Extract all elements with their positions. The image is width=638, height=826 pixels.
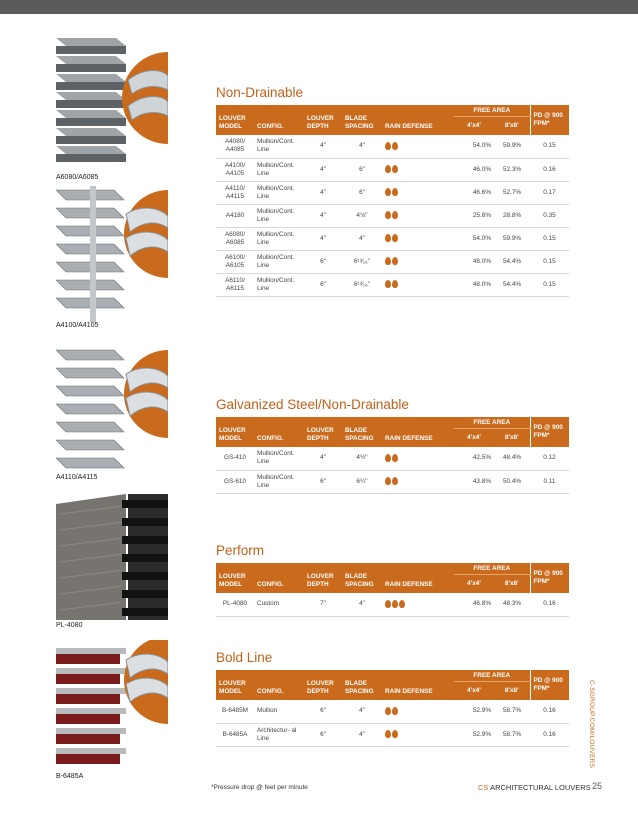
rain-drop-icon: [385, 257, 391, 265]
cell-rain-defense: [382, 250, 454, 273]
table-row: [216, 250, 569, 273]
cell-free-area-8x8: 54.4%: [494, 273, 530, 296]
product-image-a4100: [56, 186, 168, 322]
cell-model: A4110/ A4115: [216, 181, 254, 204]
header-pd: PD @ 900 FPM*: [530, 105, 569, 135]
cell-spacing: 6": [342, 181, 382, 204]
header-free-area: FREE AREA: [454, 105, 530, 117]
rain-drop-icon: [392, 280, 398, 288]
table-row: [216, 593, 569, 616]
header-louver-depth: LOUVER DEPTH: [304, 417, 342, 447]
header-free-area: FREE AREA: [454, 563, 530, 575]
cell-rain-defense: [382, 181, 454, 204]
cell-free-area-4x4: 52.9%: [454, 723, 494, 746]
rain-drop-icon: [392, 165, 398, 173]
brand-footer: [478, 783, 591, 792]
cell-spacing: 6¹³⁄₁₆": [342, 250, 382, 273]
header-rain-defense: RAIN DEFENSE: [382, 670, 454, 700]
header-blade-spacing: BLADE SPACING: [342, 417, 382, 447]
rain-drop-icon: [385, 477, 391, 485]
header-area-8x8: 8'x8': [494, 429, 530, 448]
cell-depth: 4": [304, 135, 342, 158]
side-url: [586, 680, 596, 790]
table-row: [216, 158, 569, 181]
cell-pd: 0.16: [530, 700, 569, 723]
rain-drop-icon: [399, 600, 405, 608]
brand-cs: CS: [478, 783, 489, 792]
cell-free-area-8x8: 54.4%: [494, 250, 530, 273]
cell-free-area-4x4: 52.9%: [454, 700, 494, 723]
cell-pd: 0.15: [530, 227, 569, 250]
spec-table: [216, 417, 569, 494]
header-free-area: FREE AREA: [454, 670, 530, 682]
cell-pd: 0.15: [530, 250, 569, 273]
cell-free-area-8x8: 48.3%: [494, 593, 530, 616]
table-row: [216, 204, 569, 227]
header-area-8x8: 8'x8': [494, 117, 530, 136]
cell-config: Architectur- al Line: [254, 723, 304, 746]
header-louver-depth: LOUVER DEPTH: [304, 563, 342, 593]
header-blade-spacing: BLADE SPACING: [342, 563, 382, 593]
cell-pd: 0.16: [530, 723, 569, 746]
header-area-4x4: 4'x4': [454, 429, 494, 448]
cell-config: Mullion/Cont. Line: [254, 470, 304, 493]
cell-free-area-8x8: 59.9%: [494, 227, 530, 250]
rain-drop-icon: [392, 188, 398, 196]
header-rain-defense: RAIN DEFENSE: [382, 105, 454, 135]
table-row: [216, 181, 569, 204]
cell-model: A4080/ A4085: [216, 135, 254, 158]
spec-table: [216, 105, 569, 297]
rain-drop-icon: [392, 454, 398, 462]
cell-free-area-4x4: 46.8%: [454, 593, 494, 616]
rain-drop-icon: [385, 707, 391, 715]
rain-drop-icon: [385, 142, 391, 150]
cell-free-area-4x4: 42.5%: [454, 447, 494, 470]
cell-model: B-6485M: [216, 700, 254, 723]
section-title: Galvanized Steel/Non-Drainable: [216, 397, 409, 412]
cell-pd: 0.16: [530, 158, 569, 181]
cell-rain-defense: [382, 700, 454, 723]
cell-depth: 6": [304, 723, 342, 746]
section-title: Perform: [216, 543, 265, 558]
rain-drop-icon: [392, 142, 398, 150]
cell-free-area-8x8: 52.7%: [494, 181, 530, 204]
cell-depth: 6": [304, 250, 342, 273]
cell-free-area-4x4: 48.0%: [454, 250, 494, 273]
product-image-pl4080: [56, 494, 168, 620]
cell-free-area-8x8: 28.8%: [494, 204, 530, 227]
header-louver-model: LOUVER MODEL: [216, 105, 254, 135]
cell-depth: 4": [304, 227, 342, 250]
header-blade-spacing: BLADE SPACING: [342, 670, 382, 700]
cell-spacing: 4": [342, 593, 382, 616]
header-louver-depth: LOUVER DEPTH: [304, 670, 342, 700]
image-caption: A6080/A6085: [56, 174, 99, 181]
cell-config: Mullion/Cont. Line: [254, 158, 304, 181]
section-bold-line: [216, 650, 569, 747]
table-row: [216, 723, 569, 746]
cell-config: Mullion/Cont. Line: [254, 250, 304, 273]
cell-config: Mullion/Cont. Line: [254, 204, 304, 227]
side-url-text: C-SGROUP.COM/LOUVERS: [588, 680, 595, 769]
cell-model: PL-4080: [216, 593, 254, 616]
product-image-a4110: [56, 344, 168, 472]
rain-drop-icon: [392, 600, 398, 608]
header-config: CONFIG.: [254, 670, 304, 700]
cell-spacing: 4": [342, 227, 382, 250]
rain-drop-icon: [392, 707, 398, 715]
image-caption: PL-4080: [56, 622, 83, 629]
cell-config: Custom: [254, 593, 304, 616]
cell-spacing: 6¹³⁄₁₆": [342, 273, 382, 296]
cell-rain-defense: [382, 204, 454, 227]
header-rain-defense: RAIN DEFENSE: [382, 563, 454, 593]
cell-depth: 6": [304, 273, 342, 296]
cell-model: GS-610: [216, 470, 254, 493]
header-blade-spacing: BLADE SPACING: [342, 105, 382, 135]
cell-pd: 0.11: [530, 470, 569, 493]
cell-rain-defense: [382, 135, 454, 158]
cell-config: Mullion/Cont. Line: [254, 447, 304, 470]
cell-depth: 6": [304, 470, 342, 493]
cell-free-area-4x4: 25.6%: [454, 204, 494, 227]
header-area-8x8: 8'x8': [494, 682, 530, 701]
table-row: [216, 135, 569, 158]
table-row: [216, 273, 569, 296]
table-row: [216, 227, 569, 250]
cell-rain-defense: [382, 470, 454, 493]
cell-free-area-8x8: 58.7%: [494, 700, 530, 723]
header-config: CONFIG.: [254, 417, 304, 447]
header-free-area: FREE AREA: [454, 417, 530, 429]
header-pd: PD @ 900 FPM*: [530, 563, 569, 593]
section-non-drainable: [216, 85, 569, 297]
image-caption: A4100/A4105: [56, 322, 99, 329]
rain-drop-icon: [392, 234, 398, 242]
header-pd: PD @ 900 FPM*: [530, 670, 569, 700]
cell-model: A6100/ A6105: [216, 250, 254, 273]
section-title: Non-Drainable: [216, 85, 304, 100]
rain-drop-icon: [385, 165, 391, 173]
rain-drop-icon: [385, 211, 391, 219]
cell-free-area-4x4: 46.6%: [454, 181, 494, 204]
rain-drop-icon: [385, 280, 391, 288]
header-config: CONFIG.: [254, 563, 304, 593]
header-rain-defense: RAIN DEFENSE: [382, 417, 454, 447]
header-pd: PD @ 900 FPM*: [530, 417, 569, 447]
cell-rain-defense: [382, 158, 454, 181]
cell-free-area-4x4: 48.0%: [454, 273, 494, 296]
cell-free-area-4x4: 54.0%: [454, 135, 494, 158]
cell-spacing: 4": [342, 723, 382, 746]
rain-drop-icon: [392, 211, 398, 219]
cell-pd: 0.35: [530, 204, 569, 227]
rain-drop-icon: [385, 730, 391, 738]
rain-drop-icon: [385, 454, 391, 462]
cell-pd: 0.12: [530, 447, 569, 470]
section-galvanized: [216, 397, 569, 494]
cell-rain-defense: [382, 593, 454, 616]
cell-config: Mullion: [254, 700, 304, 723]
cell-config: Mullion/Cont. Line: [254, 181, 304, 204]
cell-free-area-8x8: 48.4%: [494, 447, 530, 470]
cell-config: Mullion/Cont. Line: [254, 273, 304, 296]
rain-drop-icon: [392, 257, 398, 265]
cell-free-area-4x4: 46.0%: [454, 158, 494, 181]
brand-text: ARCHITECTURAL LOUVERS: [488, 783, 591, 792]
cell-config: Mullion/Cont. Line: [254, 135, 304, 158]
footnote: *Pressure drop @ feet per minute: [211, 784, 308, 791]
top-bar: [0, 0, 638, 14]
cell-free-area-8x8: 52.3%: [494, 158, 530, 181]
page-number: 25: [592, 781, 603, 791]
rain-drop-icon: [392, 477, 398, 485]
rain-drop-icon: [385, 188, 391, 196]
header-config: CONFIG.: [254, 105, 304, 135]
cell-pd: 0.16: [530, 593, 569, 616]
cell-depth: 7": [304, 593, 342, 616]
cell-model: A4100/ A4105: [216, 158, 254, 181]
header-area-4x4: 4'x4': [454, 575, 494, 594]
cell-spacing: 4": [342, 700, 382, 723]
rain-drop-icon: [385, 234, 391, 242]
rain-drop-icon: [392, 730, 398, 738]
spec-table: [216, 563, 569, 617]
cell-depth: 4": [304, 181, 342, 204]
cell-depth: 4": [304, 204, 342, 227]
section-perform: [216, 543, 569, 617]
cell-rain-defense: [382, 273, 454, 296]
cell-model: A6110/ A6115: [216, 273, 254, 296]
cell-spacing: 4½": [342, 447, 382, 470]
table-row: [216, 447, 569, 470]
cell-depth: 4": [304, 158, 342, 181]
cell-depth: 4": [304, 447, 342, 470]
cell-model: A4180: [216, 204, 254, 227]
cell-pd: 0.17: [530, 181, 569, 204]
cell-model: A6080/ A6085: [216, 227, 254, 250]
image-caption: A4110/A4115: [56, 474, 98, 481]
cell-model: B-6485A: [216, 723, 254, 746]
header-area-4x4: 4'x4': [454, 682, 494, 701]
rain-drop-icon: [385, 600, 391, 608]
image-caption: B-6485A: [56, 773, 84, 780]
header-louver-depth: LOUVER DEPTH: [304, 105, 342, 135]
cell-depth: 6": [304, 700, 342, 723]
cell-free-area-8x8: 58.7%: [494, 723, 530, 746]
cell-pd: 0.15: [530, 273, 569, 296]
cell-model: GS-410: [216, 447, 254, 470]
cell-spacing: 4": [342, 135, 382, 158]
cell-config: Mullion/Cont. Line: [254, 227, 304, 250]
cell-rain-defense: [382, 227, 454, 250]
header-louver-model: LOUVER MODEL: [216, 670, 254, 700]
cell-rain-defense: [382, 447, 454, 470]
product-image-b6485a: [56, 640, 168, 770]
table-row: [216, 700, 569, 723]
cell-spacing: 6": [342, 158, 382, 181]
cell-free-area-8x8: 50.4%: [494, 470, 530, 493]
header-louver-model: LOUVER MODEL: [216, 417, 254, 447]
cell-rain-defense: [382, 723, 454, 746]
cell-pd: 0.15: [530, 135, 569, 158]
header-area-8x8: 8'x8': [494, 575, 530, 594]
cell-free-area-4x4: 54.0%: [454, 227, 494, 250]
table-row: [216, 470, 569, 493]
spec-table: [216, 670, 569, 747]
section-title: Bold Line: [216, 650, 273, 665]
cell-spacing: 4⅛": [342, 204, 382, 227]
product-image-a6080: [56, 36, 168, 174]
cell-spacing: 6¼": [342, 470, 382, 493]
header-area-4x4: 4'x4': [454, 117, 494, 136]
cell-free-area-8x8: 59.9%: [494, 135, 530, 158]
cell-free-area-4x4: 43.8%: [454, 470, 494, 493]
header-louver-model: LOUVER MODEL: [216, 563, 254, 593]
